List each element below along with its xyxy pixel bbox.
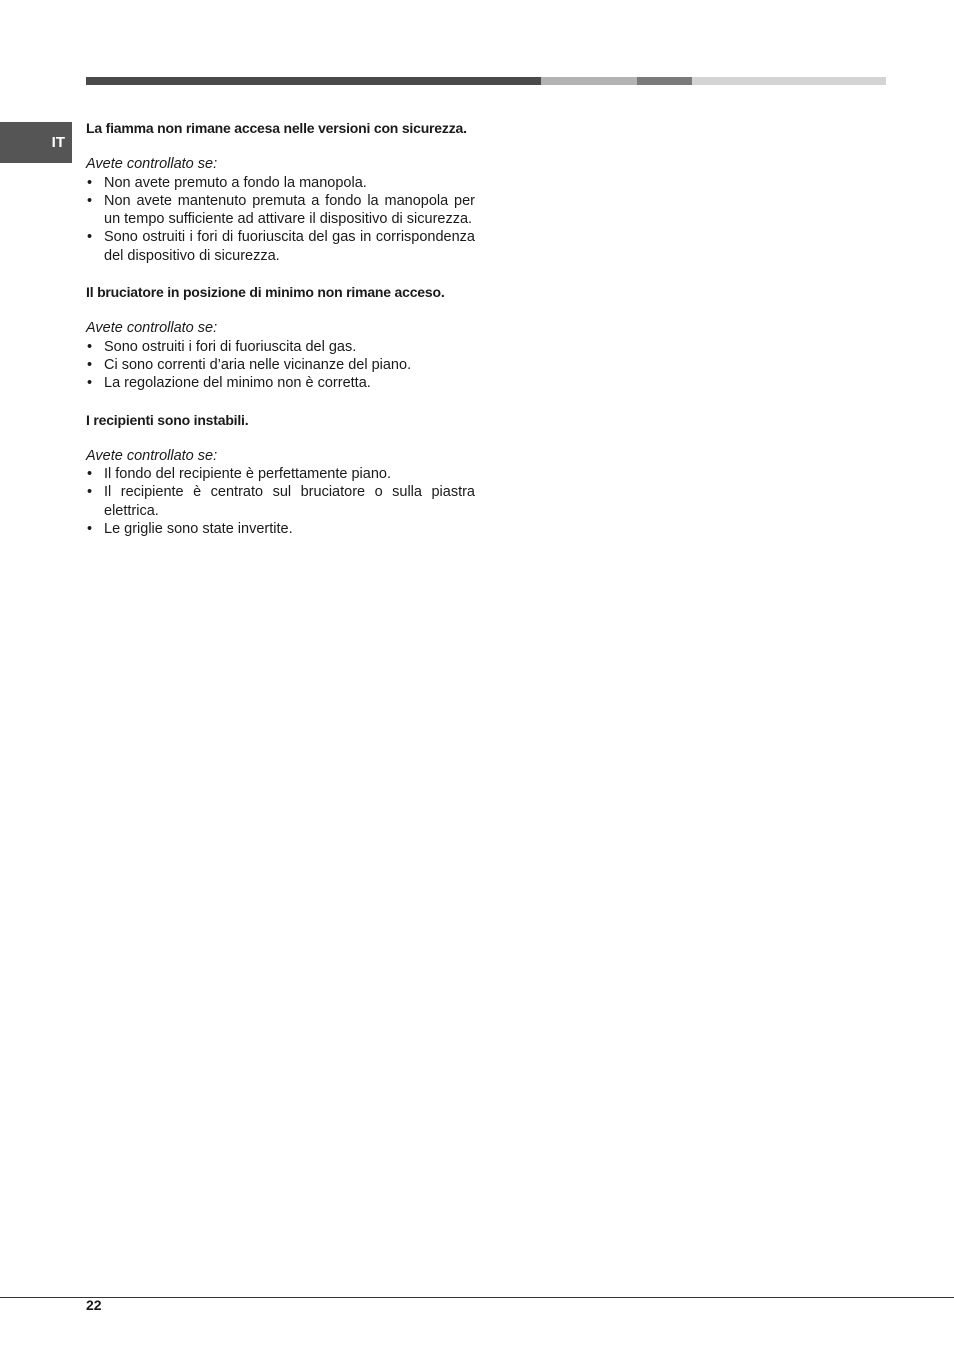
check-list	[86, 465, 475, 538]
header-color-bar	[86, 77, 886, 85]
section-flame-safety	[86, 119, 475, 265]
section-intro: Avete controllato se:	[86, 156, 218, 173]
page-number: 22	[86, 1297, 102, 1313]
section-intro: Avete controllato se:	[86, 320, 218, 337]
header-bar-segment-pale	[692, 77, 886, 85]
header-bar-segment-mid	[637, 77, 692, 85]
list-item: • Il fondo del recipiente è perfettamente piano.	[86, 465, 475, 483]
section-heading: Il bruciatore in posizione di minimo non rimane acceso.	[86, 284, 445, 301]
section-heading: I recipienti sono instabili.	[86, 411, 249, 428]
list-item: • Ci sono correnti d’aria nelle vicinanze del piano.	[86, 356, 475, 374]
list-item: • Non avete mantenuto premuta a fondo la manopola per un tempo sufficiente ad attivare il dispositivo di sicurezza.	[86, 192, 475, 229]
footer-divider	[0, 1297, 954, 1298]
language-tab: IT	[0, 122, 72, 163]
list-item: • Le griglie sono state invertite.	[86, 520, 475, 538]
check-list	[86, 338, 475, 393]
section-intro: Avete controllato se:	[86, 447, 218, 464]
section-unstable-pans	[86, 411, 475, 539]
list-item: • Sono ostruiti i fori di fuoriuscita del gas.	[86, 338, 475, 356]
troubleshooting-content	[86, 119, 475, 556]
list-item: • Il recipiente è centrato sul bruciatore o sulla piastra elettrica.	[86, 483, 475, 520]
check-list	[86, 174, 475, 265]
header-bar-segment-dark	[86, 77, 541, 85]
list-item: • La regolazione del minimo non è corretta.	[86, 374, 475, 392]
header-bar-segment-light	[541, 77, 637, 85]
list-item: • Sono ostruiti i fori di fuoriuscita del gas in corrispondenza del dispositivo di sicurezza.	[86, 228, 475, 265]
list-item: • Non avete premuto a fondo la manopola.	[86, 174, 475, 192]
section-heading: La fiamma non rimane accesa nelle versioni con sicurezza.	[86, 120, 467, 136]
section-burner-minimum	[86, 283, 475, 392]
